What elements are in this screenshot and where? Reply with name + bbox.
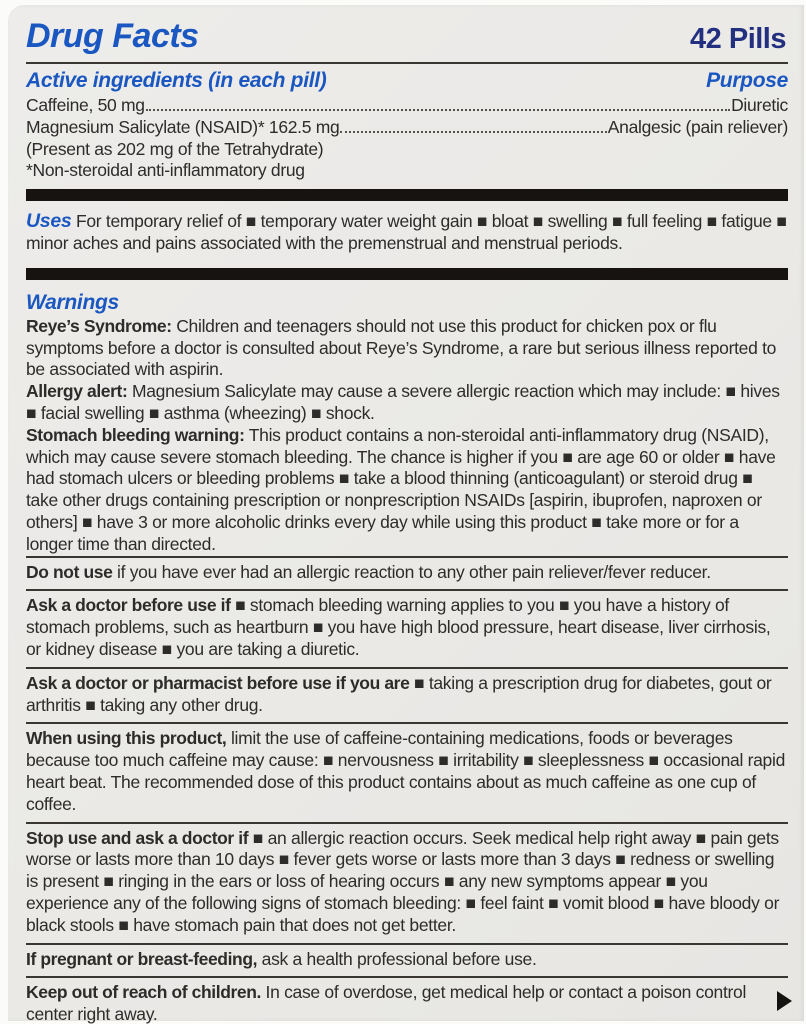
section-when-using [26,724,788,821]
section-bar [26,189,788,201]
section-stop-use [26,824,788,943]
active-ingredients-heading: Active ingredients (in each pill) [26,69,327,92]
section-text: ■ an allergic reaction occurs. Seek medical help right away ■ pain gets worse or lasts more than 10 days ■ fever gets worse or lasts more than 3 days ■ redness or swelling is present ■ ringing in the ears or loss of hearing occurs ■ any new symptoms appear ■ you experience any of the following signs of stomach bleeding: ■ feel faint ■ vomit blood ■ have bloody or black stools ■ have stomach pain that does not get better. [26,827,780,935]
section-text: ask a health professional before use. [261,948,537,969]
section-ask-doctor-or-pharmacist [26,669,788,723]
section-lead: Keep out of reach of children. [26,982,261,1003]
purpose-heading: Purpose [706,69,788,92]
ingredient-note: (Present as 202 mg of the Tetrahydrate) [26,138,324,159]
dotted-leader [146,109,730,111]
header-row [26,15,788,62]
dotted-leader [340,131,606,133]
section-lead: Ask a doctor before use if [26,595,231,616]
section-lead: Do not use [26,561,113,582]
active-ingredients-header-row [26,64,788,95]
warning-paragraph-reyes [26,316,788,381]
uses-section [26,208,788,261]
continue-arrow-icon [777,991,792,1011]
page-title: Drug Facts [26,17,199,55]
section-text: if you have ever had an allergic reaction to any other pain reliever/fever reducer. [116,561,711,582]
ingredient-row [26,95,788,117]
section-text: limit the use of caffeine-containing medications, foods or beverages because too much caffeine may cause: ■ nervousness ■ irritability ■ sleeplessness ■ occasional rapid heart beat. The recommended dose of this product contains about as much caffeine as one cup of coffee. [26,728,786,814]
section-lead: When using this product, [26,728,227,749]
warning-text: This product contains a non-steroidal anti-inflammatory drug (NSAID), which may cause severe stomach bleeding. The chance is higher if you ■ are age 60 or older ■ have had stomach ulcers or bleeding problems ■ take a blood thinning (anticoagulant) or steroid drug ■ take other drugs containing prescription or nonprescription NSAIDs [aspirin, ibuprofen, naproxen or others] ■ have 3 or more alcoholic drinks every day while using this product ■ take more or for a longer time than directed. [26,424,776,554]
section-lead: If pregnant or breast-feeding, [26,948,258,969]
section-ask-doctor [26,591,788,666]
warning-paragraph-allergy [26,381,788,425]
warning-text: Children and teenagers should not use this product for chicken pox or flu symptoms before a doctor is consulted about Reye’s Syndrome, a rare but serious illness reported to be associated with aspirin. [26,315,777,380]
uses-text: For temporary relief of ■ temporary water weight gain ■ bloat ■ swelling ■ full feeling ■ fatigue ■ minor aches and pains associated with the premenstrual and menstrual periods. [26,211,787,253]
section-keep-out-of-reach [26,978,788,1024]
ingredient-purpose: Analgesic (pain reliever) [607,116,788,137]
ingredient-purpose: Diuretic [731,95,788,115]
warning-lead: Reye’s Syndrome: [26,315,172,336]
warning-text: Magnesium Salicylate may cause a severe allergic reaction which may include: ■ hives ■ facial swelling ■ asthma (wheezing) ■ shock. [26,381,780,423]
ingredient-name: Magnesium Salicylate (NSAID)* 162.5 mg [26,116,340,137]
section-text: ■ taking a prescription drug for diabetes, gout or arthritis ■ taking any other drug. [26,672,772,715]
warnings-heading: Warnings [26,290,119,314]
ingredient-note: *Non-steroidal anti-inflammatory drug [26,160,305,181]
section-text: In case of overdose, get medical help or contact a poison control center right away. [26,982,747,1024]
drug-facts-panel [8,5,804,1024]
section-pregnant [26,945,788,977]
pill-count: 42 Pills [690,23,786,55]
section-lead: Stop use and ask a doctor if [26,827,249,848]
section-lead: Ask a doctor or pharmacist before use if you are [26,672,410,693]
section-bar [26,268,788,280]
section-text: ■ stomach bleeding warning applies to you ■ you have a history of stomach problems, such as heartburn ■ you have high blood pressure, heart disease, liver cirrhosis, or kidney disease ■ you are taking a diuretic. [26,595,771,659]
ingredient-row [26,117,788,139]
uses-heading: Uses [26,210,72,233]
warning-lead: Allergy alert: [26,381,128,402]
section-do-not-use [26,558,788,590]
warning-lead: Stomach bleeding warning: [26,424,245,445]
ingredient-name: Caffeine, 50 mg [26,95,145,115]
warning-paragraph-stomach-bleeding [26,425,788,556]
